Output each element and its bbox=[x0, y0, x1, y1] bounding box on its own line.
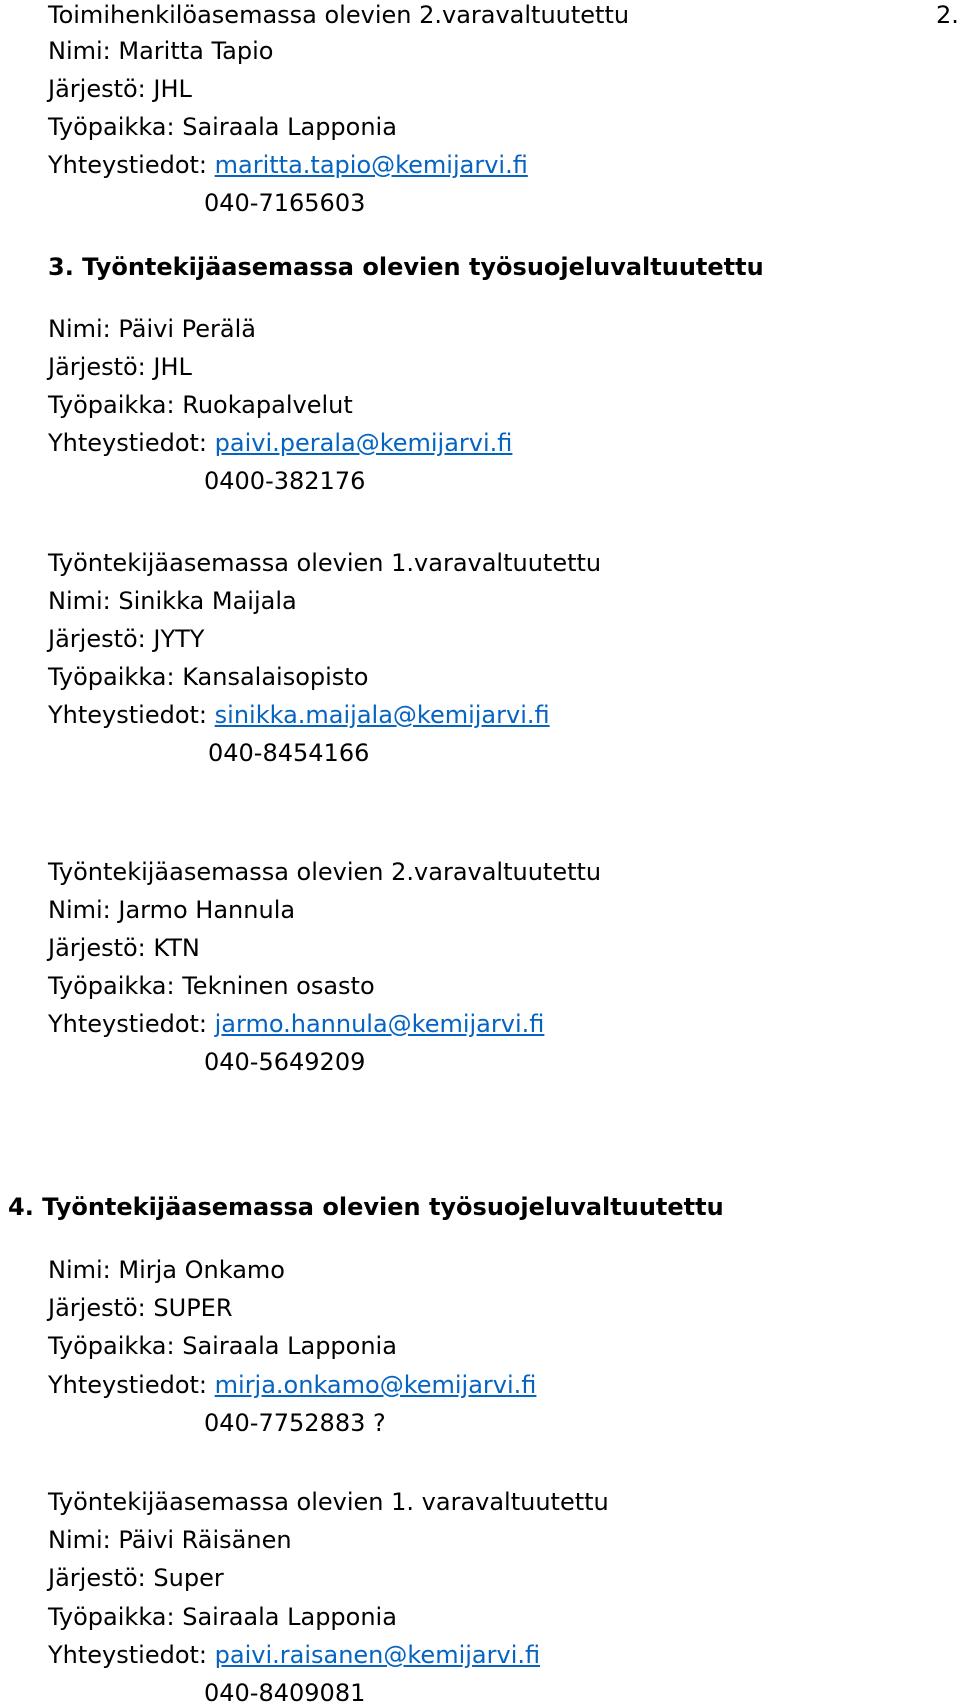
email-link[interactable]: paivi.raisanen@kemijarvi.fi bbox=[214, 1641, 541, 1669]
name-line: Nimi: Sinikka Maijala bbox=[48, 587, 297, 615]
email-link[interactable]: sinikka.maijala@kemijarvi.fi bbox=[214, 701, 550, 729]
phone-number: 0400-382176 bbox=[204, 467, 366, 495]
contact-line bbox=[48, 1370, 536, 1400]
contact-label: Yhteystiedot: bbox=[48, 1371, 215, 1399]
organization-line: Järjestö: JHL bbox=[48, 75, 192, 103]
phone-number: 040-8454166 bbox=[208, 739, 370, 767]
role-title: Toimihenkilöasemassa olevien 2.varavaltuutettu bbox=[48, 1, 630, 29]
email-link[interactable]: paivi.perala@kemijarvi.fi bbox=[214, 429, 513, 457]
contact-line bbox=[48, 428, 512, 458]
workplace-line: Työpaikka: Kansalaisopisto bbox=[48, 663, 369, 691]
phone-number: 040-5649209 bbox=[204, 1048, 366, 1076]
workplace-line: Työpaikka: Sairaala Lapponia bbox=[48, 1332, 397, 1360]
organization-line: Järjestö: Super bbox=[48, 1564, 224, 1592]
contact-label: Yhteystiedot: bbox=[48, 151, 215, 179]
workplace-line: Työpaikka: Ruokapalvelut bbox=[48, 391, 353, 419]
section-heading: 3. Työntekijäasemassa olevien työsuojeluvaltuutettu bbox=[48, 253, 764, 281]
section-heading: 4. Työntekijäasemassa olevien työsuojeluvaltuutettu bbox=[8, 1193, 724, 1221]
name-line: Nimi: Jarmo Hannula bbox=[48, 896, 296, 924]
email-link[interactable]: jarmo.hannula@kemijarvi.fi bbox=[214, 1010, 545, 1038]
phone-number: 040-7165603 bbox=[204, 189, 366, 217]
workplace-line: Työpaikka: Tekninen osasto bbox=[48, 972, 375, 1000]
contact-line bbox=[48, 1009, 544, 1039]
contact-line bbox=[48, 1640, 540, 1670]
contact-label: Yhteystiedot: bbox=[48, 1641, 215, 1669]
workplace-line: Työpaikka: Sairaala Lapponia bbox=[48, 113, 397, 141]
organization-line: Järjestö: JYTY bbox=[48, 625, 205, 653]
role-title: Työntekijäasemassa olevien 2.varavaltuutettu bbox=[48, 858, 602, 886]
email-link[interactable]: maritta.tapio@kemijarvi.fi bbox=[214, 151, 528, 179]
organization-line: Järjestö: SUPER bbox=[48, 1294, 233, 1322]
phone-number: 040-8409081 bbox=[204, 1679, 366, 1704]
name-line: Nimi: Mirja Onkamo bbox=[48, 1256, 285, 1284]
contact-label: Yhteystiedot: bbox=[48, 1010, 215, 1038]
name-line: Nimi: Maritta Tapio bbox=[48, 37, 274, 65]
organization-line: Järjestö: JHL bbox=[48, 353, 192, 381]
contact-label: Yhteystiedot: bbox=[48, 429, 215, 457]
contact-line bbox=[48, 700, 550, 730]
workplace-line: Työpaikka: Sairaala Lapponia bbox=[48, 1603, 397, 1631]
name-line: Nimi: Päivi Perälä bbox=[48, 315, 256, 343]
contact-label: Yhteystiedot: bbox=[48, 701, 215, 729]
page-marker: 2. bbox=[936, 1, 959, 29]
contact-line bbox=[48, 150, 528, 180]
role-title: Työntekijäasemassa olevien 1.varavaltuutettu bbox=[48, 549, 602, 577]
name-line: Nimi: Päivi Räisänen bbox=[48, 1526, 292, 1554]
organization-line: Järjestö: KTN bbox=[48, 934, 200, 962]
email-link[interactable]: mirja.onkamo@kemijarvi.fi bbox=[214, 1371, 537, 1399]
phone-number: 040-7752883 ? bbox=[204, 1409, 386, 1437]
role-title: Työntekijäasemassa olevien 1. varavaltuutettu bbox=[48, 1488, 609, 1516]
